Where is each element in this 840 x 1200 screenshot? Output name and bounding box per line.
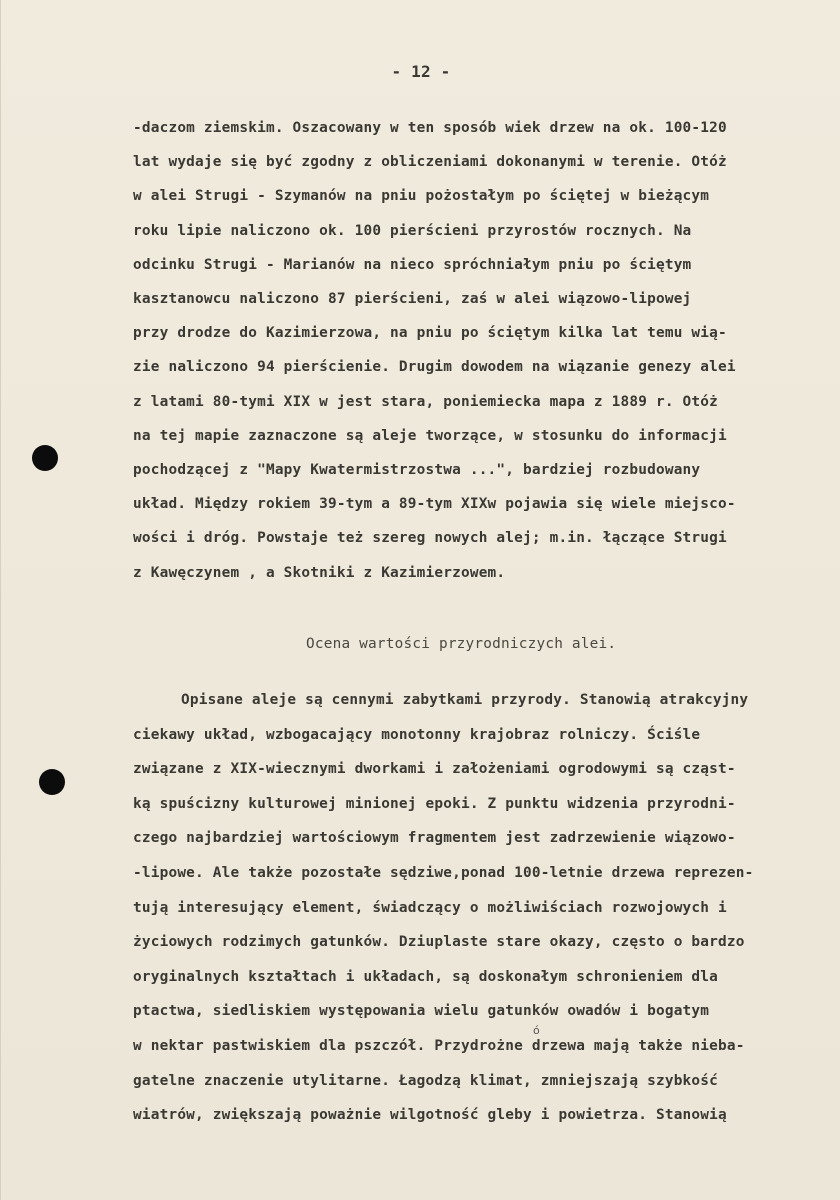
text-line: roku lipie naliczono ok. 100 pierścieni przyrostów rocznych. Na (133, 222, 692, 239)
text-line: odcinku Strugi - Marianów na nieco spróchniałym pniu po ściętym (133, 256, 692, 273)
punch-hole (32, 445, 58, 471)
text-line: wości i dróg. Powstaje też szereg nowych alej; m.in. łączące Strugi (133, 530, 727, 547)
text-line: kasztanowcu naliczono 87 pierścieni, zaś w alei wiązowo-lipowej (133, 291, 692, 307)
text-line: układ. Między rokiem 39-tym a 89-tym XIXw pojawia się wiele miejsco- (133, 496, 736, 513)
text-line: ptactwa, siedliskiem występowania wielu gatunków owadów i bogatym (133, 1003, 710, 1020)
text-line: gatelne znaczenie utylitarne. Łagodzą klimat, zmniejszają szybkość (133, 1072, 719, 1089)
text-line: -daczom ziemskim. Oszacowany w ten sposób wiek drzew na ok. 100-120 (133, 120, 727, 136)
text-line: lat wydaje się być zgodny z obliczeniami dokonanymi w terenie. Otóż (133, 154, 727, 171)
text-line: z Kawęczynem , a Skotniki z Kazimierzowem. (133, 564, 506, 581)
text-line: związane z XIX-wiecznymi dworkami i założeniami ogrodowymi są cząst- (133, 761, 736, 778)
text-line: pochodzącej z "Mapy Kwatermistrzostwa ...", bardziej rozbudowany (133, 462, 701, 478)
text-line: przy drodze do Kazimierzowa, na pniu po ściętym kilka lat temu wią- (133, 325, 727, 342)
text-line: życiowych rodzimych gatunków. Dziuplaste stare okazy, często o bardzo (133, 934, 745, 951)
handwritten-correction: ó (533, 1024, 540, 1037)
text-line: z latami 80-tymi XIX w jest stara, poniemiecka mapa z 1889 r. Otóż (133, 393, 719, 410)
text-line: Opisane aleje są cennymi zabytkami przyrody. Stanowią atrakcyjny (181, 692, 749, 708)
page-number: - 12 - (391, 62, 451, 81)
text-line: na tej mapie zaznaczone są aleje tworzące, w stosunku do informacji (133, 427, 727, 444)
text-line: wiatrów, zwiększają poważnie wilgotność gleby i powietrza. Stanowią (133, 1107, 727, 1124)
section-heading: Ocena wartości przyrodniczych alei. (306, 636, 617, 652)
text-line: ką spuścizny kulturowej minionej epoki. Z punktu widzenia przyrodni- (133, 795, 736, 812)
text-line: ciekawy układ, wzbogacający monotonny krajobraz rolniczy. Ściśle (133, 726, 701, 743)
text-line: -lipowe. Ale także pozostałe sędziwe,ponad 100-letnie drzewa reprezen- (133, 865, 754, 881)
text-line: zie naliczono 94 pierścienie. Drugim dowodem na wiązanie genezy alei (133, 359, 736, 376)
text-line: oryginalnych kształtach i układach, są doskonałym schronieniem dla (133, 968, 719, 985)
text-line: tują interesujący element, świadczący o możliwiściach rozwojowych i (133, 899, 727, 916)
text-line: czego najbardziej wartościowym fragmentem jest zadrzewienie wiązowo- (133, 830, 736, 847)
text-line: w alei Strugi - Szymanów na pniu pożostałym po ściętej w bieżącym (133, 188, 710, 205)
punch-hole (39, 769, 65, 795)
text-line: w nektar pastwiskiem dla pszczół. Przydrożne drzewa mają także nieba- (133, 1038, 745, 1054)
